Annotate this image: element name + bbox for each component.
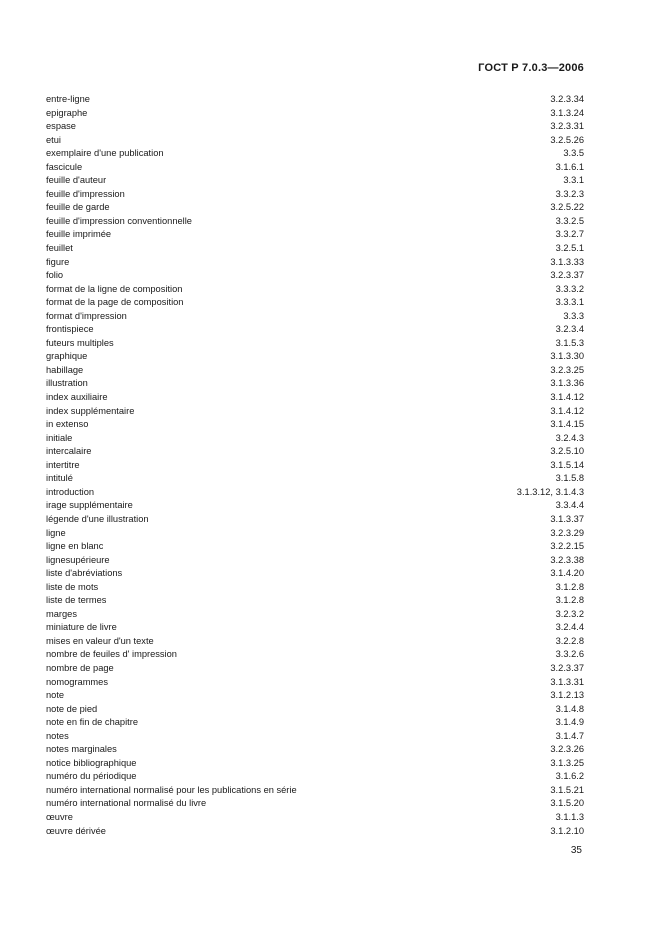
index-term: folio xyxy=(46,270,64,281)
index-entry xyxy=(46,527,584,541)
index-entry xyxy=(46,405,584,419)
index-reference: 3.1.6.1 xyxy=(555,161,584,172)
index-term: note en fin de chapitre xyxy=(46,717,139,728)
index-reference: 3.2.3.26 xyxy=(550,744,584,755)
index-term: nombre de feuiles d' impression xyxy=(46,649,177,660)
index-term: entre-ligne xyxy=(46,94,90,104)
index-entry xyxy=(46,770,584,784)
index-term: numéro du périodique xyxy=(46,771,137,782)
index-reference: 3.3.1 xyxy=(563,175,584,186)
index-entry xyxy=(46,662,584,676)
index-entry xyxy=(46,703,584,717)
index-term: lignesupérieure xyxy=(46,554,110,565)
index-term: epigraphe xyxy=(46,107,88,118)
index-term: notes marginales xyxy=(46,744,117,755)
index-entry xyxy=(46,107,584,121)
index-term: liste de termes xyxy=(46,595,107,606)
index-entry xyxy=(46,215,584,229)
index-term: feuille d'impression conventionnelle xyxy=(46,215,192,226)
index-entry xyxy=(46,93,584,107)
index-reference: 3.2.3.29 xyxy=(550,527,584,538)
index-entry xyxy=(46,540,584,554)
index-entry xyxy=(46,201,584,215)
index-reference: 3.1.2.10 xyxy=(550,825,584,836)
index-reference: 3.1.4.9 xyxy=(555,717,584,728)
index-reference: 3.1.3.12, 3.1.4.3 xyxy=(516,486,584,497)
index-reference: 3.1.6.2 xyxy=(555,771,584,782)
index-term: œuvre dérivée xyxy=(46,825,106,836)
index-entry xyxy=(46,120,584,134)
index-term: ligne en blanc xyxy=(46,541,104,552)
index-entry xyxy=(46,391,584,405)
index-reference: 3.1.3.37 xyxy=(550,513,584,524)
index-reference: 3.1.3.25 xyxy=(550,757,584,768)
index-reference: 3.3.2.7 xyxy=(555,229,584,240)
index-reference: 3.2.2.8 xyxy=(555,635,584,646)
index-reference: 3.1.3.33 xyxy=(550,256,584,267)
index-term: habillage xyxy=(46,364,84,375)
index-entry xyxy=(46,377,584,391)
index-term: index supplémentaire xyxy=(46,405,135,416)
index-reference: 3.1.4.12 xyxy=(550,405,584,416)
index-term: introduction xyxy=(46,486,95,497)
index-entry xyxy=(46,554,584,568)
index-term: illustration xyxy=(46,378,88,389)
index-term: liste de mots xyxy=(46,581,99,592)
index-reference: 3.3.5 xyxy=(563,148,584,159)
index-entry xyxy=(46,445,584,459)
index-term: feuille d'auteur xyxy=(46,175,107,186)
index-term: fascicule xyxy=(46,161,83,172)
index-reference: 3.3.4.4 xyxy=(555,500,584,511)
index-entry xyxy=(46,323,584,337)
index-reference: 3.3.2.6 xyxy=(555,649,584,660)
index-reference: 3.2.5.26 xyxy=(550,134,584,145)
index-reference: 3.2.4.4 xyxy=(555,622,584,633)
page-number: 35 xyxy=(570,845,582,856)
index-entry xyxy=(46,513,584,527)
term-index-list xyxy=(46,93,584,838)
index-term: nomogrammes xyxy=(46,676,109,687)
index-reference: 3.1.5.21 xyxy=(550,784,584,795)
index-term: marges xyxy=(46,608,78,619)
index-entry xyxy=(46,825,584,839)
index-entry xyxy=(46,811,584,825)
index-term: frontispiece xyxy=(46,324,94,335)
index-term: format de la ligne de composition xyxy=(46,283,183,294)
index-reference: 3.2.3.37 xyxy=(550,662,584,673)
index-term: notes xyxy=(46,730,69,741)
index-reference: 3.1.3.24 xyxy=(550,107,584,118)
index-entry xyxy=(46,743,584,757)
index-entry xyxy=(46,716,584,730)
index-entry xyxy=(46,350,584,364)
index-reference: 3.1.5.3 xyxy=(555,337,584,348)
index-term: miniature de livre xyxy=(46,622,117,633)
index-term: irage supplémentaire xyxy=(46,500,133,511)
index-entry xyxy=(46,567,584,581)
index-term: mises en valeur d'un texte xyxy=(46,635,154,646)
index-entry xyxy=(46,269,584,283)
index-reference: 3.2.3.31 xyxy=(550,121,584,132)
index-reference: 3.2.2.15 xyxy=(550,541,584,552)
index-entry xyxy=(46,676,584,690)
index-term: format d'impression xyxy=(46,310,127,321)
index-entry xyxy=(46,648,584,662)
index-entry xyxy=(46,486,584,500)
index-term: liste d'abréviations xyxy=(46,568,123,579)
index-entry xyxy=(46,134,584,148)
index-reference: 3.3.2.5 xyxy=(555,215,584,226)
index-reference: 3.1.4.15 xyxy=(550,419,584,430)
index-reference: 3.2.3.34 xyxy=(550,94,584,104)
index-reference: 3.1.3.31 xyxy=(550,676,584,687)
index-reference: 3.1.2.8 xyxy=(555,581,584,592)
index-entry xyxy=(46,757,584,771)
document-header: ГОСТ Р 7.0.3—2006 xyxy=(478,62,584,74)
index-term: intitulé xyxy=(46,473,73,484)
index-reference: 3.3.3.2 xyxy=(555,283,584,294)
index-term: graphique xyxy=(46,351,88,362)
index-entry xyxy=(46,256,584,270)
index-term: index auxiliaire xyxy=(46,392,108,403)
index-term: œuvre xyxy=(46,811,73,822)
index-term: intercalaire xyxy=(46,446,92,457)
index-entry xyxy=(46,147,584,161)
index-term: format de la page de composition xyxy=(46,297,184,308)
index-entry xyxy=(46,608,584,622)
index-reference: 3.2.3.4 xyxy=(555,324,584,335)
index-entry xyxy=(46,242,584,256)
index-reference: 3.2.3.25 xyxy=(550,364,584,375)
index-reference: 3.2.3.2 xyxy=(555,608,584,619)
index-entry xyxy=(46,730,584,744)
index-entry xyxy=(46,459,584,473)
index-reference: 3.2.3.38 xyxy=(550,554,584,565)
index-term: espase xyxy=(46,121,76,132)
index-entry xyxy=(46,621,584,635)
index-entry xyxy=(46,188,584,202)
index-reference: 3.1.5.8 xyxy=(555,473,584,484)
index-entry xyxy=(46,364,584,378)
index-term: feuille de garde xyxy=(46,202,110,213)
index-reference: 3.1.5.14 xyxy=(550,459,584,470)
index-term: feuille d'impression xyxy=(46,188,125,199)
index-entry xyxy=(46,310,584,324)
index-reference: 3.3.3 xyxy=(563,310,584,321)
index-term: notice bibliographique xyxy=(46,757,137,768)
index-reference: 3.1.1.3 xyxy=(555,811,584,822)
index-entry xyxy=(46,581,584,595)
index-term: exemplaire d'une publication xyxy=(46,148,164,159)
index-reference: 3.1.3.30 xyxy=(550,351,584,362)
index-term: nombre de page xyxy=(46,662,114,673)
index-reference: 3.1.4.20 xyxy=(550,568,584,579)
index-reference: 3.3.3.1 xyxy=(555,297,584,308)
index-entry xyxy=(46,418,584,432)
index-term: note de pied xyxy=(46,703,98,714)
index-entry xyxy=(46,797,584,811)
index-term: in extenso xyxy=(46,419,89,430)
index-reference: 3.2.3.37 xyxy=(550,270,584,281)
index-reference: 3.1.2.8 xyxy=(555,595,584,606)
index-entry xyxy=(46,283,584,297)
index-reference: 3.2.5.10 xyxy=(550,446,584,457)
index-reference: 3.2.5.22 xyxy=(550,202,584,213)
index-reference: 3.3.2.3 xyxy=(555,188,584,199)
index-reference: 3.1.4.8 xyxy=(555,703,584,714)
index-term: note xyxy=(46,690,65,701)
index-term: numéro international normalisé du livre xyxy=(46,798,207,809)
index-entry xyxy=(46,594,584,608)
index-entry xyxy=(46,161,584,175)
index-term: intertitre xyxy=(46,459,80,470)
index-term: ligne xyxy=(46,527,66,538)
index-term: etui xyxy=(46,134,61,145)
index-entry xyxy=(46,784,584,798)
index-reference: 3.1.4.12 xyxy=(550,392,584,403)
index-term: légende d'une illustration xyxy=(46,513,149,524)
index-entry xyxy=(46,296,584,310)
index-term: initiale xyxy=(46,432,73,443)
index-term: numéro international normalisé pour les publications en série xyxy=(46,784,297,795)
index-reference: 3.2.4.3 xyxy=(555,432,584,443)
index-reference: 3.1.2.13 xyxy=(550,690,584,701)
index-entry xyxy=(46,228,584,242)
index-entry xyxy=(46,174,584,188)
index-term: futeurs multiples xyxy=(46,337,114,348)
index-reference: 3.2.5.1 xyxy=(555,243,584,254)
index-entry xyxy=(46,689,584,703)
index-entry xyxy=(46,337,584,351)
index-term: feuillet xyxy=(46,243,73,254)
index-term: figure xyxy=(46,256,70,267)
index-entry xyxy=(46,635,584,649)
index-reference: 3.1.4.7 xyxy=(555,730,584,741)
index-entry xyxy=(46,499,584,513)
index-term: feuille imprimée xyxy=(46,229,112,240)
index-reference: 3.1.5.20 xyxy=(550,798,584,809)
index-entry xyxy=(46,432,584,446)
index-entry xyxy=(46,472,584,486)
index-reference: 3.1.3.36 xyxy=(550,378,584,389)
